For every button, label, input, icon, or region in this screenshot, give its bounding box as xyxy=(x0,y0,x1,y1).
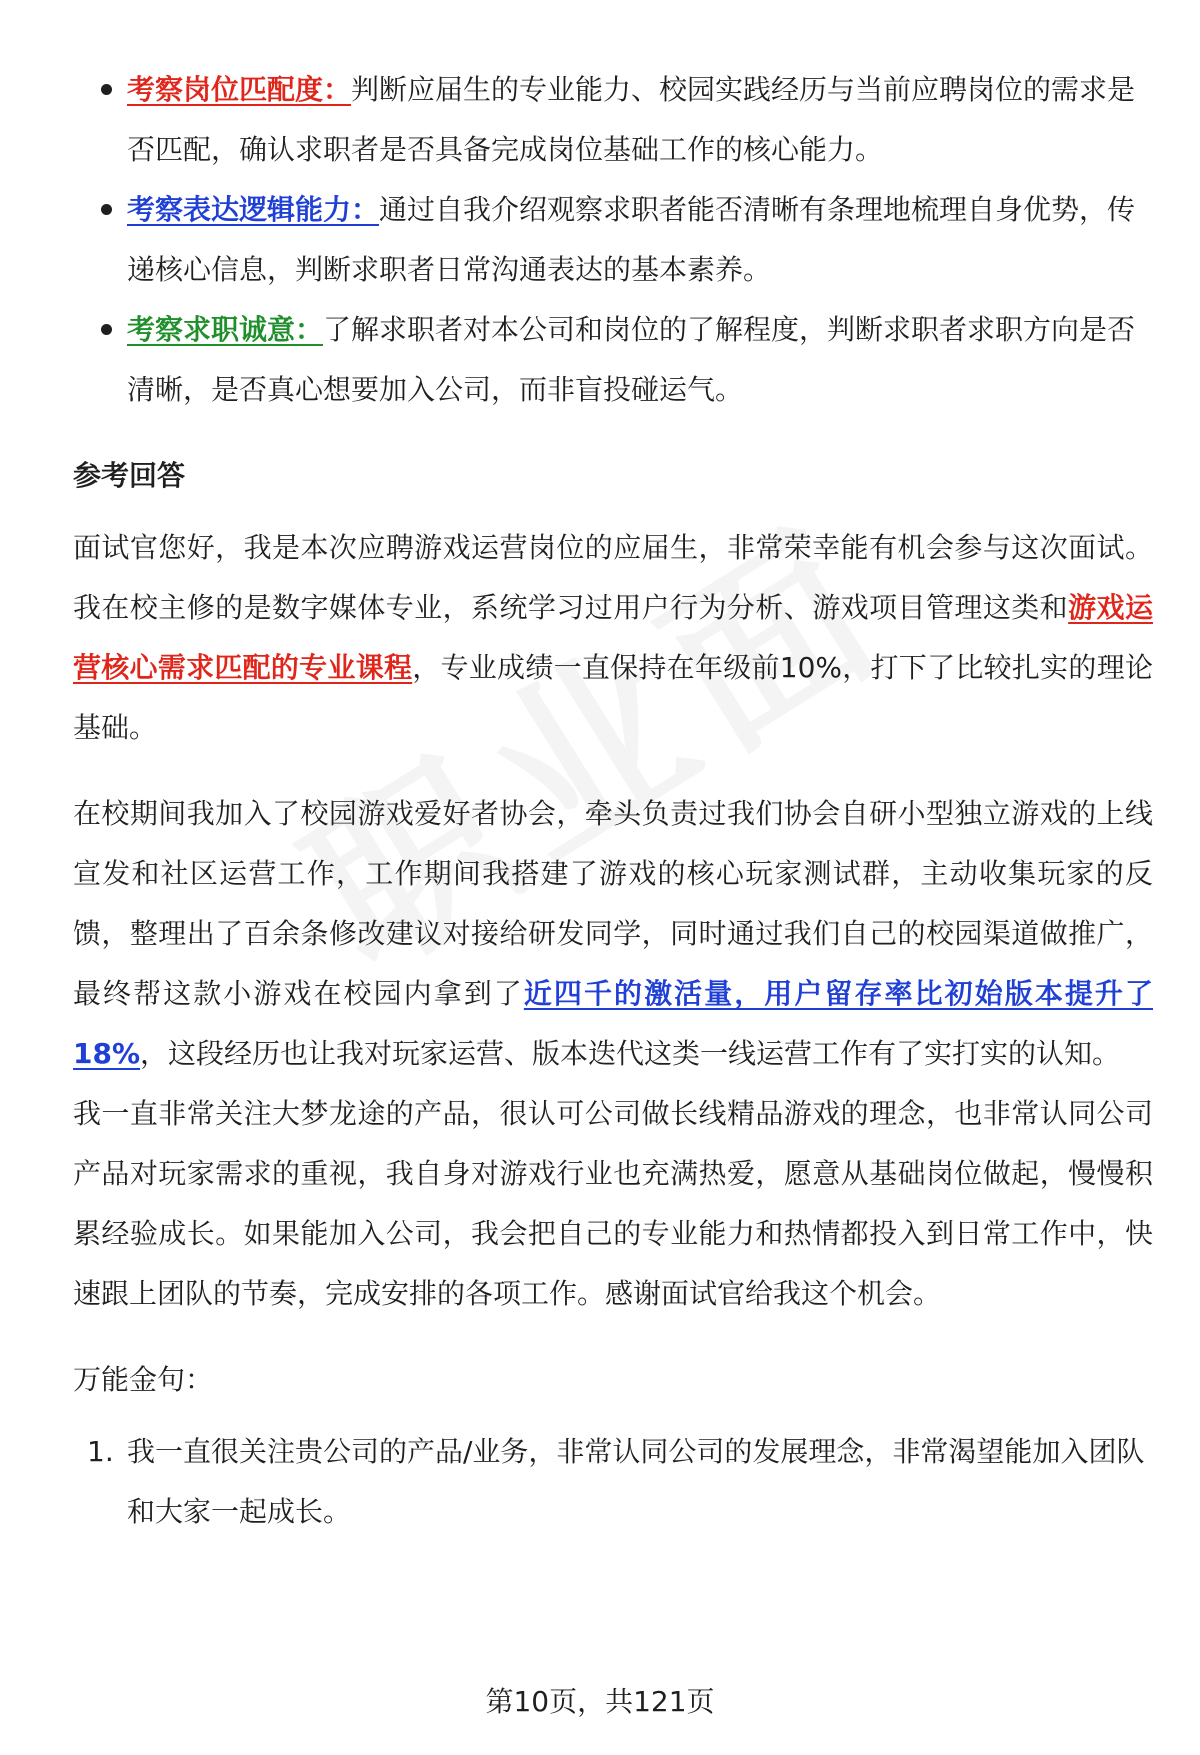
paragraph-text: ，专业成绩一直保持在年级前10%，打下了比较扎实的理论基础。 xyxy=(73,651,1153,744)
content xyxy=(73,60,1153,1542)
bullet-text: 通过自我介绍观察求职者能否清晰有条理地梳理自身优势，传递核心信息，判断求职者日常沟通表达的基本素养。 xyxy=(127,193,1136,286)
paragraph-spacer xyxy=(73,758,1153,784)
list-item-text: 我一直很关注贵公司的产品/业务，非常认同公司的发展理念，非常渴望能加入团队和大家一起成长。 xyxy=(127,1435,1145,1528)
bullet-text: 了解求职者对本公司和岗位的了解程度，判断求职者求职方向是否清晰，是否真心想要加入公司，而非盲投碰运气。 xyxy=(127,313,1136,406)
reference-paragraph-2 xyxy=(73,784,1153,1084)
bullet-icon xyxy=(101,84,112,95)
list-item xyxy=(73,60,1153,180)
keyword-expression-logic: 考察表达逻辑能力： xyxy=(127,193,380,226)
bullet-icon xyxy=(101,324,112,335)
section-title-reference: 参考回答 xyxy=(73,459,186,492)
bullet-text: 判断应届生的专业能力、校园实践经历与当前应聘岗位的需求是否匹配，确认求职者是否具备完成岗位基础工作的核心能力。 xyxy=(127,73,1136,166)
assessment-list xyxy=(73,60,1153,420)
list-item xyxy=(73,180,1153,300)
bullet-icon xyxy=(101,204,112,215)
page-footer: 第10页，共121页 xyxy=(485,1685,715,1718)
highlight-text: 游戏运营核心需求匹配的专业课程 xyxy=(73,591,1153,684)
list-item xyxy=(73,300,1153,420)
list-number: 1. xyxy=(87,1435,114,1468)
keyword-position-match: 考察岗位匹配度： xyxy=(127,73,352,106)
reference-paragraph-3: 我一直非常关注大梦龙途的产品，很认可公司做长线精品游戏的理念，也非常认同公司产品对玩家需求的重视，我自身对游戏行业也充满热爱，愿意从基础岗位做起，慢慢积累经验成长。如果能加入公司，我会把自己的专业能力和热情都投入到日常工作中，快速跟上团队的节奏，完成安排的各项工作。感谢面试官给我这个机会。 xyxy=(73,1097,1153,1310)
paragraph-text: 在校期间我加入了校园游戏爱好者协会，牵头负责过我们协会自研小型独立游戏的上线宣发和社区运营工作，工作期间我搭建了游戏的核心玩家测试群，主动收集玩家的反馈，整理出了百余条修改建议对接给研发同学，同时通过我们自己的校园渠道做推广，最终帮这款小游戏在校园内拿到了 xyxy=(73,797,1153,1010)
list-item xyxy=(73,1422,1153,1542)
highlight-text: 近四千的激活量，用户留存率比初始版本提升了18% xyxy=(73,977,1153,1070)
keyword-sincerity: 考察求职诚意： xyxy=(127,313,324,346)
reference-paragraph-1 xyxy=(73,518,1153,758)
golden-list xyxy=(73,1422,1153,1542)
paragraph-text: 面试官您好，我是本次应聘游戏运营岗位的应届生，非常荣幸能有机会参与这次面试。我在校主修的是数字媒体专业，系统学习过用户行为分析、游戏项目管理这类和 xyxy=(73,531,1153,624)
section-title-golden: 万能金句： xyxy=(73,1363,214,1396)
paragraph-text: ，这段经历也让我对玩家运营、版本迭代这类一线运营工作有了实打实的认知。 xyxy=(140,1037,1121,1070)
